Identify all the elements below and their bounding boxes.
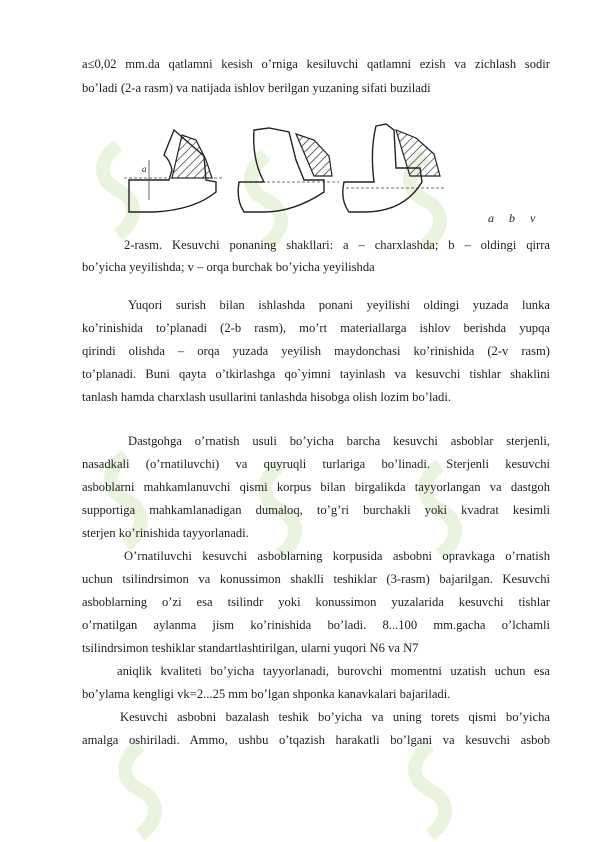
text-line: Yuqori surish bilan ishlashda ponani yeyilishi oldingi yuzada lunka [128, 298, 550, 312]
text-line: asboblarning o’zi esa tsilindr yoki konussimon yuzalarida kesuvchi tishlar [82, 595, 550, 609]
text-line: tsilindrsimon teshiklar standartlashtirilgan, ularni yuqori N6 va N7 [82, 641, 419, 655]
figure-part-labels [488, 211, 547, 226]
fig-label-b: b [509, 211, 515, 225]
text-line: o’rnatilgan aylanma jism ko’rinishida bo’ladi. 8...100 mm.gacha o’lchamli [82, 618, 550, 632]
fig-label-a: a [488, 211, 494, 225]
text-line: uchun tsilindrsimon va konussimon shaklli teshiklar (3-rasm) bajarilgan. Kesuvchi [82, 572, 550, 586]
text-line: tanlash hamda charxlash usullarini tanlashda hisobga olish lozim bo’ladi. [82, 390, 451, 404]
text-line: amalga oshiriladi. Ammo, ushbu o’tqazish harakatli bo’lgani va kesuvchi asbob [82, 733, 550, 747]
figure-caption: bo’yicha yeyilishda; v – orqa burchak bo’yicha yeyilishda [82, 260, 375, 274]
text-line: sterjen ko’rinishida tayyorlanadi. [82, 526, 249, 540]
text-line: a≤0,02 mm.da qatlamni kesish o’rniga kesiluvchi qatlamni ezish va zichlash sodir [82, 57, 550, 71]
text-line: qirindi olishda – orqa yuzada yeyilish maydonchasi ko’rinishida (2-v rasm) [82, 344, 550, 358]
text-line: to’planadi. Buni qayta o’tkirlashga qo`yimni tayinlash va kesuvchi tishlar shaklini [82, 367, 550, 381]
wedge-a [124, 130, 224, 212]
text-line: Kesuvchi asbobni bazalash teshik bo’yicha va uning torets qismi bo’yicha [120, 710, 550, 724]
text-line: bo’ladi (2-a rasm) va natijada ishlov berilgan yuzaning sifati buziladi [82, 81, 431, 95]
text-line: Dastgohga o’rnatish usuli bo’yicha barcha kesuvchi asboblar sterjenli, [128, 434, 550, 448]
svg-text:a: a [142, 164, 147, 174]
wedge-b [238, 128, 339, 212]
text-line: ko’rinishida to’planadi (2-b rasm), mo’rt materiallarga ishlov berishda yupqa [82, 321, 550, 335]
text-line: asboblarni mahkamlanuvchi qismi korpus bilan birgalikda tayyorlangan va dastgoh [82, 480, 550, 494]
wedge-v [343, 124, 444, 212]
watermark-logo [400, 740, 460, 840]
text-line: aniqlik kvaliteti bo’yicha tayyorlanadi, burovchi momentni uzatish uchun esa [117, 664, 550, 678]
fig-label-v: v [530, 211, 536, 225]
text-line: nasadkali (o’rnatiluvchi) va quyruqli turlariga bo’linadi. Sterjenli kesuvchi [82, 457, 550, 471]
text-line: bo’ylama kengligi vk=2...25 mm bo’lgan shponka kanavkalari bajariladi. [82, 687, 451, 701]
text-line: O’rnatiluvchi kesuvchi asboblarning korpusida asbobni opravkaga o’rnatish [124, 549, 550, 563]
watermark-logo [110, 740, 170, 840]
figure-caption: 2-rasm. Kesuvchi ponaning shakllari: a – charxlashda; b – oldingi qirra [124, 238, 550, 252]
text-line: supportiga mahkamlanadigan dumaloq, to’g’ri burchakli yoki kvadrat kesimli [82, 503, 550, 517]
